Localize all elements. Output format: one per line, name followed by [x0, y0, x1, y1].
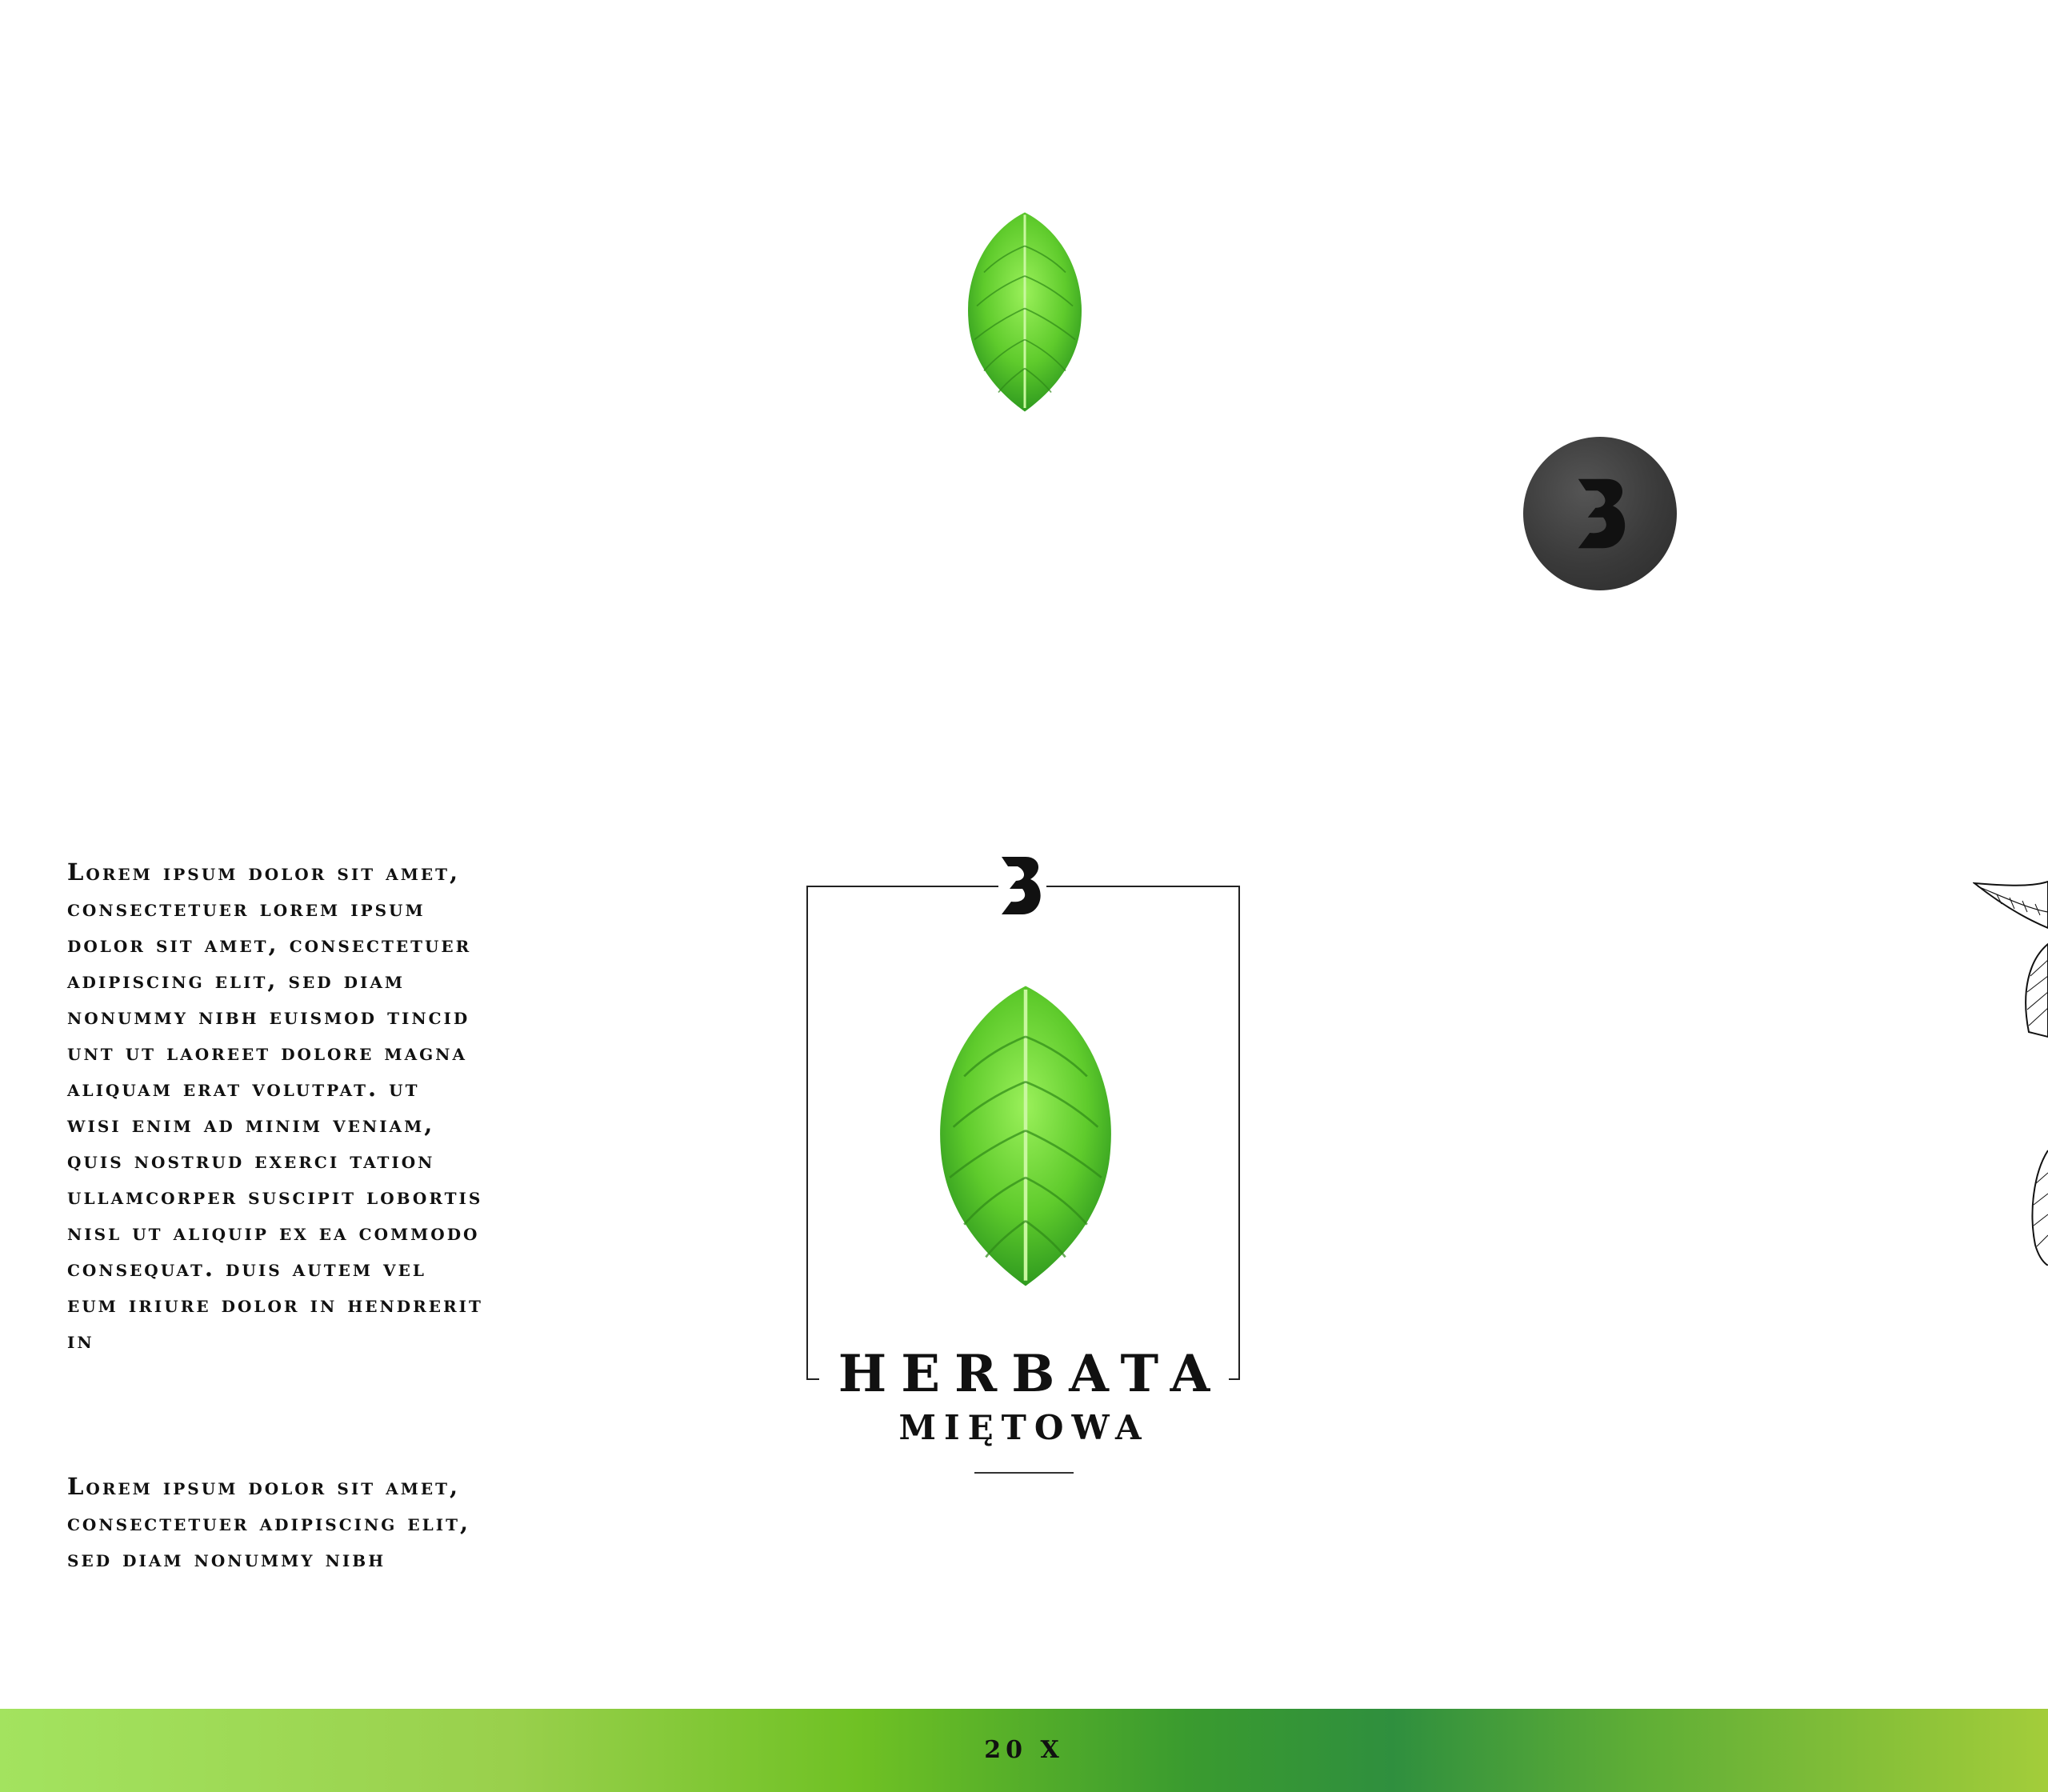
mint-leaf-icon: [931, 982, 1120, 1290]
body-paragraph-1: Lorem ipsum dolor sit amet, consectetuer lorem ipsum dolor sit amet, consectetuer adipiscing elit, sed diam nonummy nibh euismod tincid unt ut laoreet dolore magna aliquam erat volutpat. ut wisi enim ad minim veniam, quis nostrud exerci tation ullamcorper suscipit lobortis nisl ut aliquip ex ea commodo consequat. duis autem vel eum iriure dolor in hendrerit in: [67, 858, 483, 1354]
bag-count-label: 20 X: [984, 1736, 1064, 1764]
product-subtitle: MIĘTOWA: [898, 1408, 1150, 1447]
title-divider: [974, 1472, 1074, 1474]
product-title: HERBATA: [768, 1349, 1280, 1400]
brand-badge: [1523, 437, 1677, 590]
body-paragraph-2: Lorem ipsum dolor sit amet, consectetuer adipiscing elit, sed diam nonummy nibh: [67, 1473, 471, 1572]
brand-b-logo-icon: [1574, 474, 1632, 554]
brand-b-logo-icon: [998, 853, 1046, 918]
sketch-leaf-icon: [2029, 1149, 2048, 1266]
mint-leaf-icon: [965, 208, 1085, 416]
sketch-leaf-icon: [1973, 880, 2048, 1040]
